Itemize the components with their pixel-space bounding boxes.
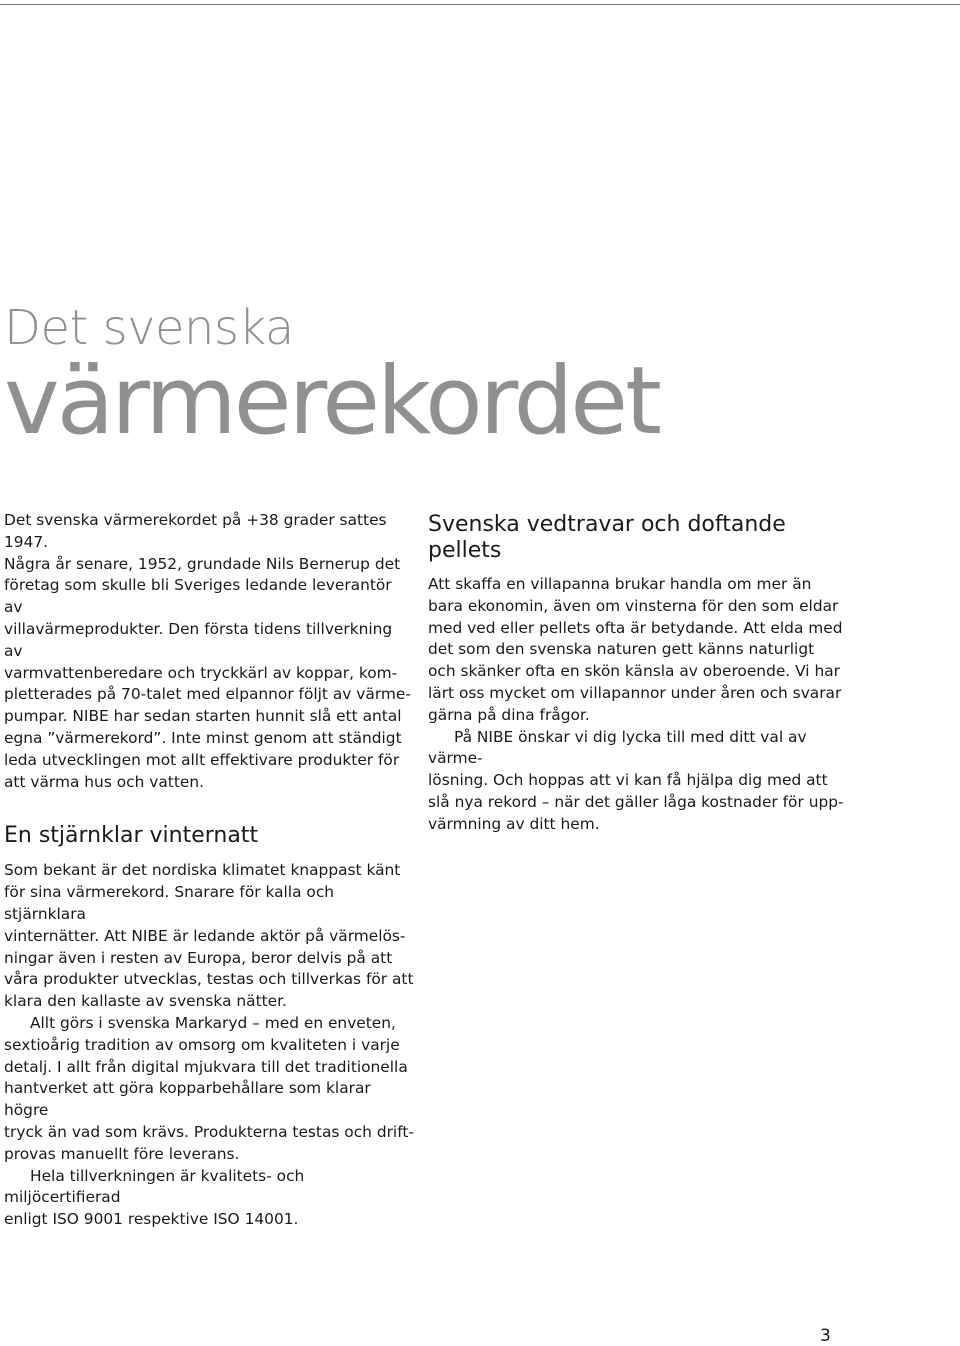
section-heading-firewood-pellets: Svenska vedtravar och doftande pellets [428, 512, 786, 563]
top-rule [0, 4, 960, 5]
pellets-paragraph-2: På NIBE önskar vi dig lycka till med ditt val av värme- lösning. Och hoppas att vi kan få hjälpa dig med att slå nya rekord – när det gäller låga kostnader för upp- värmning av ditt hem. [428, 727, 844, 833]
winter-paragraph-2: Allt görs i svenska Markaryd – med en enveten, sextioårig tradition av omsorg om kvaliteten i varje detalj. I allt från digital mjukvara till det traditionella hantverket att göra kopparbehållare som klarar högre tryck än vad som krävs. Produkterna testas och drift- provas manuellt före leverans. [4, 1013, 414, 1163]
pellets-paragraph-1: Att skaffa en villapanna brukar handla om mer än bara ekonomin, även om vinsterna för den som eldar med ved eller pellets ofta är betydande. Att elda med det som den svenska naturen gett känns naturligt och skänker ofta en skön känsla av oberoende. Vi har lärt oss mycket om villapannor under åren och svarar gärna på dina frågor. [428, 575, 843, 724]
title-line-2: värmerekordet [4, 347, 659, 456]
left-column [4, 510, 414, 1231]
section-heading-winter-night: En stjärnklar vinternatt [4, 823, 259, 849]
winter-paragraph-1: Som bekant är det nordiska klimatet knappast känt för sina värmerekord. Snarare för kalla och stjärnklara vinternätter. Att NIBE är ledande aktör på värmelös- ningar även i resten av Europa, beror delvis på att våra produkter utvecklas, testas och tillverkas för att klara den kallaste av svenska nätter. [4, 861, 414, 1011]
intro-paragraph: Det svenska värmerekordet på +38 grader sattes 1947. Några år senare, 1952, grundade Nils Bernerup det företag som skulle bli Sveriges ledande leverantör av villavärmeprodukter. Den första tidens tillverkning av varmvattenberedare och tryckkärl av koppar, kom- pletterades på 70-talet med elpannor följt av värme- pumpar. NIBE har sedan starten hunnit slå ett antal egna ”värmerekord”. Inte minst genom att ständigt leda utvecklingen mot allt effektivare produkter för att värma hus och vatten. [4, 511, 411, 791]
winter-paragraph-3: Hela tillverkningen är kvalitets- och miljöcertifierad enligt ISO 9001 respektive ISO 14001. [4, 1166, 305, 1229]
right-column [428, 510, 848, 836]
page-number: 3 [820, 1326, 831, 1346]
title-line-1: Det svenska [4, 300, 294, 356]
